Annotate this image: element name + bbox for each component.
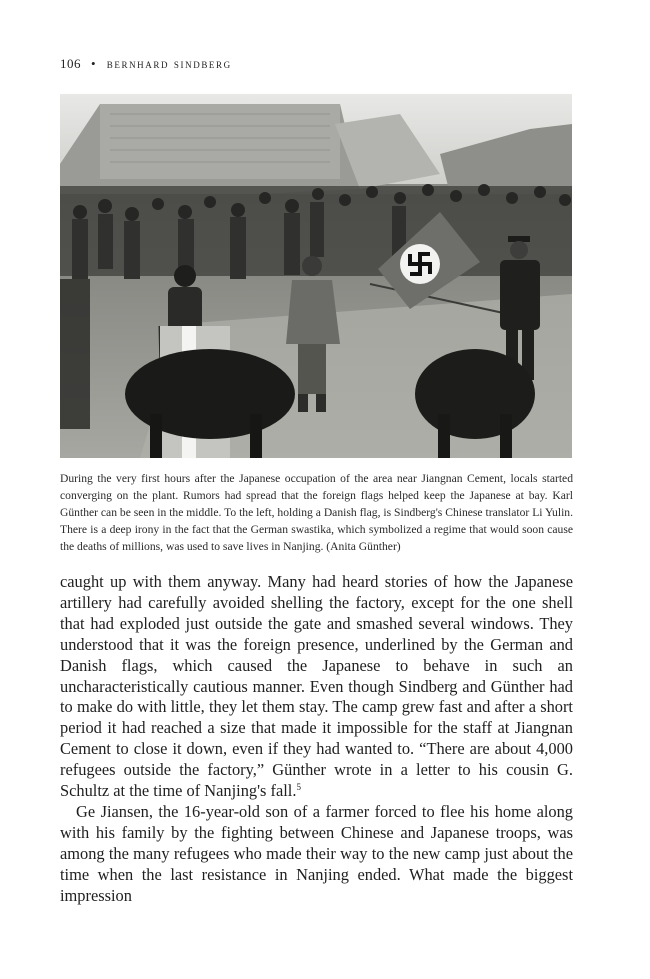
historical-photograph [60,94,572,458]
photo-caption: During the very first hours after the Japanese occupation of the area near Jiangnan Cement, locals started converging on the plant. Rumors had spread that the foreign flags helped keep the Japanese at bay. Karl Günther can be seen in the middle. To the left, holding a Danish flag, is Sindberg's Chinese translator Li Yulin. There is a deep irony in the fact that the German swastika, which symbolized a regime that would soon cause the deaths of millions, was used to save lives in Nanjing. (Anita Günther) [60,472,573,553]
body-text [60,572,573,907]
header-separator: • [91,56,97,71]
running-head-author: bernhard sindberg [106,56,232,71]
footnote-reference[interactable]: 5 [296,782,301,793]
page-number: 106 [60,56,81,71]
paragraph-2: Ge Jiansen, the 16-year-old son of a farmer forced to flee his home along with his family by the fighting between Chinese and Japanese troops, was among the many refugees who made their way to the new camp just about the time when the last resistance in Nanjing ended. What made the biggest impression [60,801,573,905]
paragraph-1-text: caught up with them anyway. Many had heard stories of how the Japanese artillery had carefully avoided shelling the factory, except for the one shell that had exploded just outside the gate and smashed several windows. They understood that it was the foreign presence, underlined by the German and Danish flags, which caused the Japanese to behave in such an uncharacteristically cautious manner. Even though Sindberg and Günther had to make do with little, they let them stay. The camp grew fast and after a short period it had reached a size that made it impossible for the staff at Jiangnan Cement to close it down, even if they had wanted to. “There are about 4,000 refugees outside the factory,” Günther wrote in a letter to his cousin G. Schultz at the time of Nanjing's fall. [60,572,573,801]
paragraph-1 [60,572,573,802]
running-head [60,56,232,72]
photo-illustration [60,94,572,458]
